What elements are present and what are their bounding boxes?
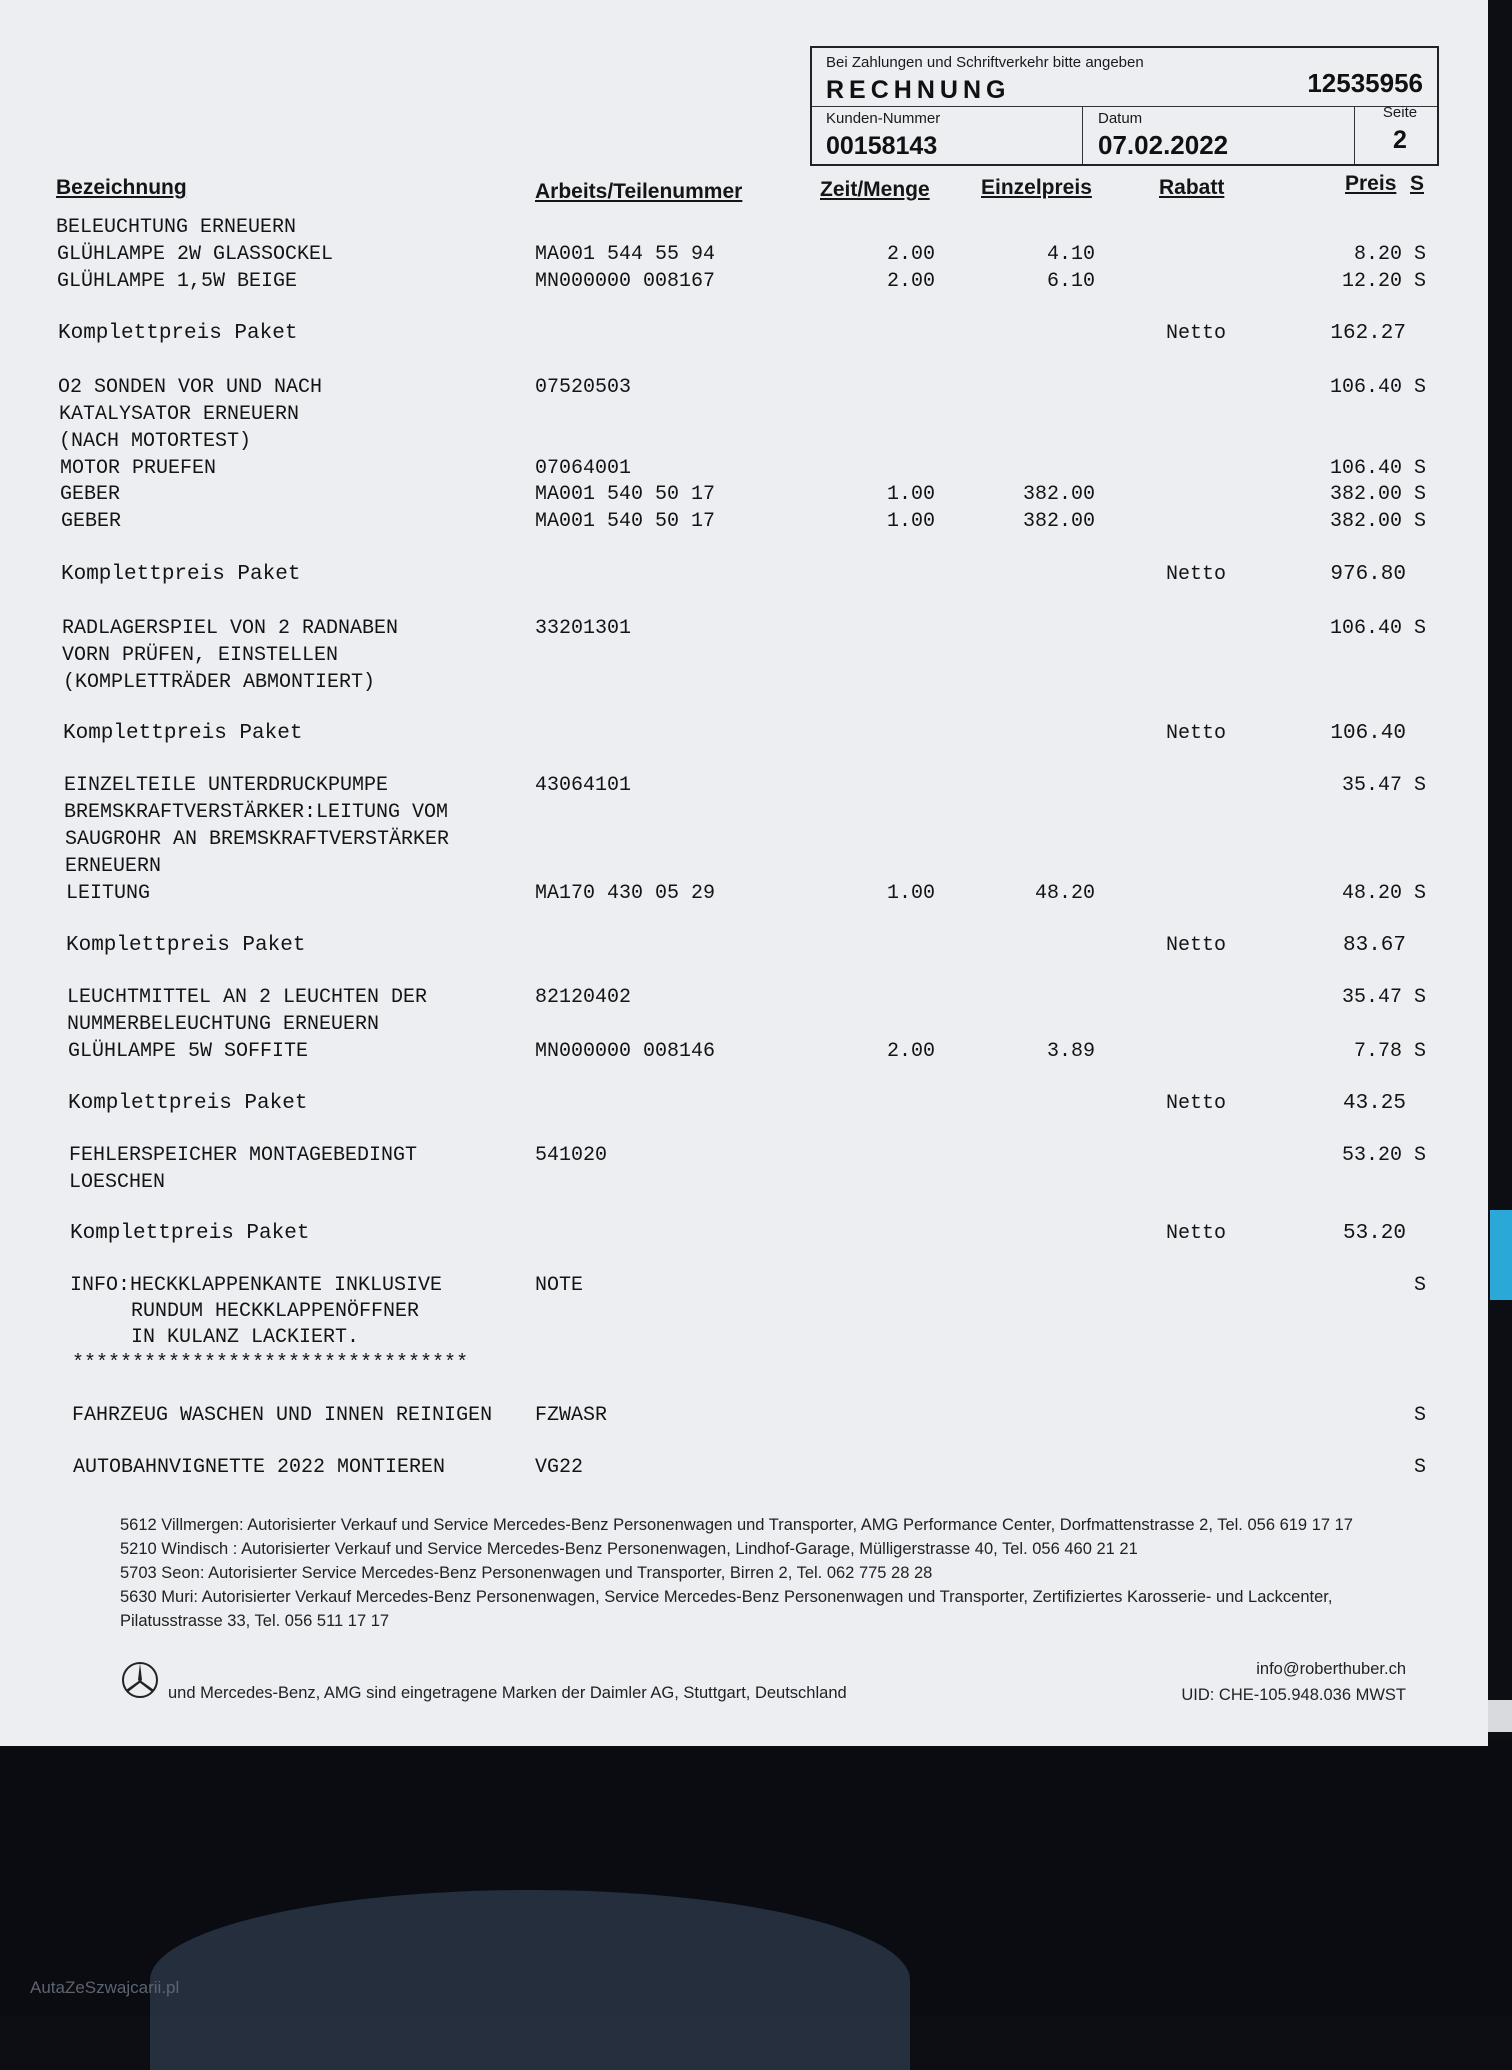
item-netto-label: Netto [1166, 322, 1227, 345]
footer-uid: UID: CHE-105.948.036 MWST [1181, 1686, 1406, 1704]
col-bezeichnung: Bezeichnung [56, 176, 187, 199]
package-total-price: 83.67 [1342, 934, 1406, 957]
fabric-object [150, 1890, 910, 2070]
package-total-price: 53.20 [1342, 1222, 1406, 1245]
item-description: O2 SONDEN VOR UND NACH [58, 376, 323, 399]
customer-number-label: Kunden-Nummer [826, 110, 941, 127]
item-quantity: 2.00 [886, 243, 935, 266]
item-description: GEBER [60, 483, 121, 506]
item-part-number: 07520503 [535, 376, 632, 399]
item-price: 382.00 S [1329, 483, 1426, 506]
footer-email: info@roberthuber.ch [1256, 1660, 1406, 1678]
item-unit-price: 382.00 [1022, 483, 1095, 506]
col-einzelpreis: Einzelpreis [981, 176, 1092, 199]
doc-type: RECHNUNG [826, 76, 1011, 104]
item-description: RADLAGERSPIEL VON 2 RADNABEN [62, 617, 399, 640]
item-price: 12.20 S [1341, 270, 1426, 293]
item-description: LEITUNG [66, 882, 151, 905]
item-description: MOTOR PRUEFEN [60, 457, 217, 480]
page-number: 2 [1393, 126, 1407, 154]
item-part-number: FZWASR [535, 1404, 608, 1427]
item-description: IN KULANZ LACKIERT. [71, 1326, 360, 1349]
item-description: GLÜHLAMPE 5W SOFFITE [68, 1040, 309, 1063]
package-total-label: Komplettpreis Paket [68, 1092, 308, 1115]
item-part-number: 33201301 [535, 617, 632, 640]
item-description: BREMSKRAFTVERSTÄRKER:LEITUNG VOM [64, 801, 449, 824]
item-quantity: 2.00 [886, 270, 935, 293]
item-description: (NACH MOTORTEST) [59, 430, 252, 453]
item-part-number: VG22 [535, 1456, 584, 1479]
item-description: FAHRZEUG WASCHEN UND INNEN REINIGEN [72, 1404, 493, 1427]
item-part-number: MA001 544 55 94 [535, 243, 716, 266]
item-part-number: MN000000 008167 [535, 270, 716, 293]
blue-paper-edge [1490, 1210, 1512, 1300]
item-description: LEUCHTMITTEL AN 2 LEUCHTEN DER [67, 986, 428, 1009]
footer-line-2: 5210 Windisch : Autorisierter Verkauf und Service Mercedes-Benz Personenwagen, Lindhof-Garage, Mülligerstrasse 40, Tel. 056 460 21 21 [120, 1540, 1138, 1558]
item-price: S [1413, 1456, 1426, 1479]
item-part-number: MA001 540 50 17 [535, 483, 716, 506]
invoice-header-box [810, 46, 1439, 166]
item-price: 8.20 S [1353, 243, 1426, 266]
item-description: KATALYSATOR ERNEUERN [59, 403, 300, 426]
customer-number: 00158143 [826, 132, 938, 160]
item-part-number: MA001 540 50 17 [535, 510, 716, 533]
item-part-number: 43064101 [535, 774, 632, 797]
item-description: ********************************* [72, 1352, 469, 1375]
item-description: SAUGROHR AN BREMSKRAFTVERSTÄRKER [65, 828, 450, 851]
footer-trademark: und Mercedes-Benz, AMG sind eingetragene Marken der Daimler AG, Stuttgart, Deutschland [168, 1684, 847, 1702]
watermark: AutaZeSzwajcarii.pl [30, 1978, 180, 1997]
item-price: 53.20 S [1341, 1144, 1426, 1167]
item-description: INFO:HECKKLAPPENKANTE INKLUSIVE [70, 1274, 443, 1297]
item-part-number: 82120402 [535, 986, 632, 1009]
item-price: 35.47 S [1341, 986, 1426, 1009]
footer-line-1: 5612 Villmergen: Autorisierter Verkauf und Service Mercedes-Benz Personenwagen und Transporter, AMG Performance Center, Dorfmattenstrasse 2, Tel. 056 619 17 17 [120, 1516, 1353, 1534]
footer-line-3: 5703 Seon: Autorisierter Service Mercedes-Benz Personenwagen und Transporter, Birren 2, Tel. 062 775 28 28 [120, 1564, 933, 1582]
item-description: LOESCHEN [69, 1171, 166, 1194]
item-description: (KOMPLETTRÄDER ABMONTIERT) [63, 671, 376, 694]
item-description: GLÜHLAMPE 1,5W BEIGE [57, 270, 298, 293]
item-description: RUNDUM HECKKLAPPENÖFFNER [71, 1300, 420, 1323]
package-total-price: 162.27 [1330, 322, 1406, 345]
item-netto-label: Netto [1166, 934, 1227, 957]
invoice-date: 07.02.2022 [1098, 130, 1229, 160]
item-netto-label: Netto [1166, 1222, 1227, 1245]
item-unit-price: 48.20 [1034, 882, 1095, 905]
item-quantity: 1.00 [886, 510, 935, 533]
item-price: S [1413, 1274, 1426, 1297]
item-part-number: NOTE [535, 1274, 584, 1297]
item-price: 48.20 S [1341, 882, 1426, 905]
item-description: ERNEUERN [65, 855, 162, 878]
page-label: Seite [1382, 104, 1418, 121]
item-unit-price: 3.89 [1046, 1040, 1095, 1063]
item-price: S [1413, 1404, 1426, 1427]
item-part-number: 07064001 [535, 457, 632, 480]
package-total-label: Komplettpreis Paket [61, 563, 301, 586]
col-teilenummer: Arbeits/Teilenummer [535, 180, 743, 203]
date-label: Datum [1098, 110, 1143, 127]
item-unit-price: 6.10 [1046, 270, 1095, 293]
item-part-number: MN000000 008146 [535, 1040, 716, 1063]
item-unit-price: 382.00 [1022, 510, 1095, 533]
package-total-price: 43.25 [1342, 1092, 1406, 1115]
package-total-label: Komplettpreis Paket [58, 322, 298, 345]
item-netto-label: Netto [1166, 563, 1227, 586]
item-description: GLÜHLAMPE 2W GLASSOCKEL [57, 243, 334, 266]
item-price: 106.40 S [1329, 457, 1426, 480]
package-total-price: 976.80 [1330, 563, 1406, 586]
item-netto-label: Netto [1166, 1092, 1227, 1115]
package-total-label: Komplettpreis Paket [66, 934, 306, 957]
item-description: EINZELTEILE UNTERDRUCKPUMPE [64, 774, 389, 797]
invoice-number: 12535956 [1307, 68, 1423, 98]
package-total-label: Komplettpreis Paket [63, 722, 303, 745]
col-rabatt: Rabatt [1159, 176, 1225, 199]
footer-line-4: 5630 Muri: Autorisierter Verkauf Mercedes-Benz Personenwagen, Service Mercedes-Benz Personenwagen und Transporter, Zertifiziertes Karosserie- und Lackcenter, [120, 1588, 1333, 1606]
item-part-number: 541020 [535, 1144, 608, 1167]
item-description: FEHLERSPEICHER MONTAGEBEDINGT [69, 1144, 418, 1167]
item-price: 35.47 S [1341, 774, 1426, 797]
item-price: 106.40 S [1329, 376, 1426, 399]
item-description: NUMMERBELEUCHTUNG ERNEUERN [67, 1013, 380, 1036]
item-part-number: MA170 430 05 29 [535, 882, 716, 905]
package-total-price: 106.40 [1330, 722, 1406, 745]
item-netto-label: Netto [1166, 722, 1227, 745]
item-description: AUTOBAHNVIGNETTE 2022 MONTIEREN [73, 1456, 446, 1479]
item-price: 7.78 S [1353, 1040, 1426, 1063]
item-description: VORN PRÜFEN, EINSTELLEN [62, 644, 339, 667]
item-description: BELEUCHTUNG ERNEUERN [56, 216, 297, 239]
col-menge: Zeit/Menge [820, 178, 930, 201]
package-total-label: Komplettpreis Paket [70, 1222, 310, 1245]
item-quantity: 2.00 [886, 1040, 935, 1063]
item-quantity: 1.00 [886, 882, 935, 905]
col-s: S [1410, 172, 1425, 195]
item-price: 106.40 S [1329, 617, 1426, 640]
item-quantity: 1.00 [886, 483, 935, 506]
mercedes-star-icon [120, 1660, 160, 1700]
header-instruction: Bei Zahlungen und Schriftverkehr bitte angeben [826, 54, 1144, 71]
col-preis: Preis [1345, 172, 1397, 195]
footer-line-5: Pilatusstrasse 33, Tel. 056 511 17 17 [120, 1612, 390, 1630]
item-price: 382.00 S [1329, 510, 1426, 533]
item-unit-price: 4.10 [1046, 243, 1095, 266]
item-description: GEBER [61, 510, 122, 533]
